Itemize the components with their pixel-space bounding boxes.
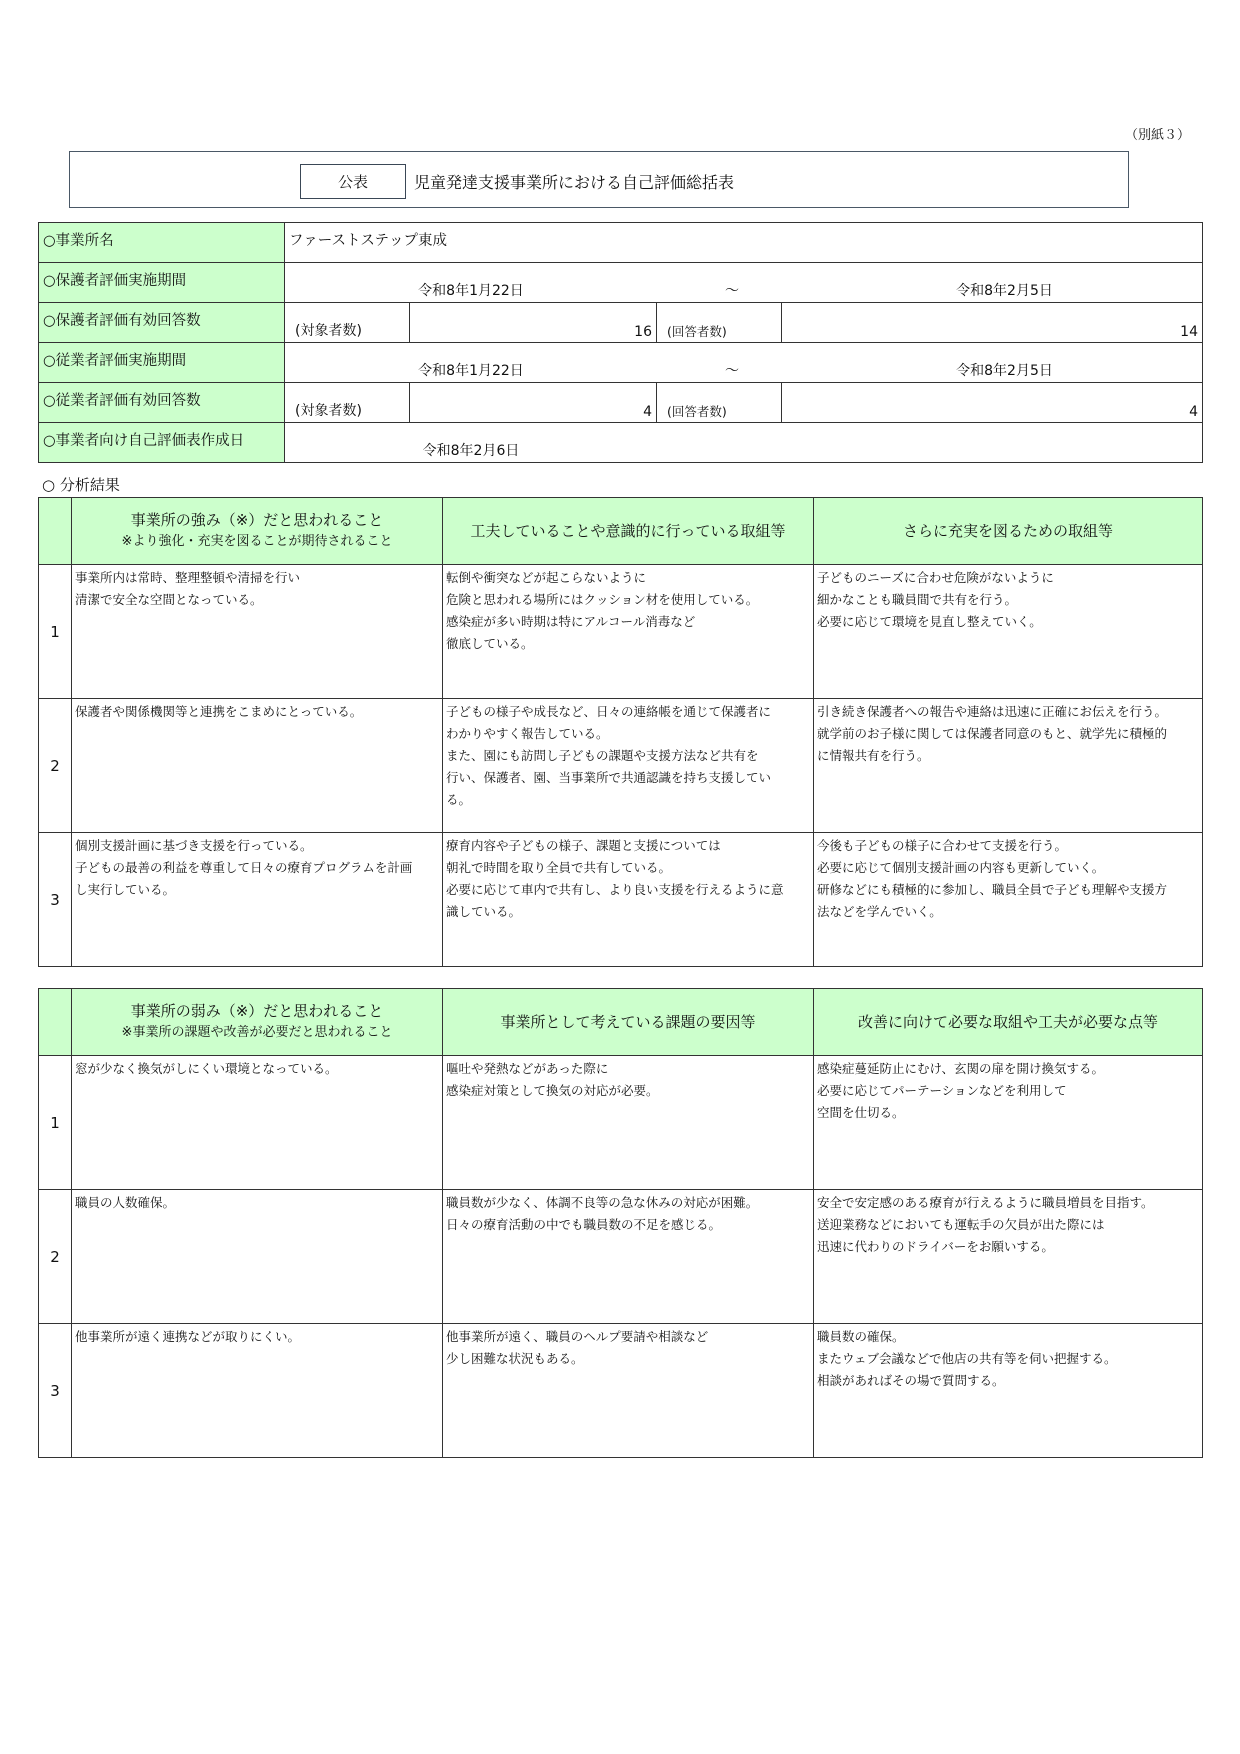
causes-header: 事業所として考えている課題の要因等 — [443, 989, 814, 1056]
guardian-period-row — [39, 263, 1203, 303]
weakness-text: 職員の人数確保。 — [75, 1195, 176, 1210]
facility-info-table — [38, 222, 1203, 463]
improvement-text: 感染症蔓延防止にむけ、玄関の扉を開け換気する。 必要に応じてパーテーションなどを利用して 空間を仕切る。 — [817, 1061, 1105, 1120]
improvement-cell — [814, 1056, 1203, 1190]
row-number: 2 — [39, 1190, 72, 1324]
weakness-cell — [72, 1190, 443, 1324]
effort-cell — [443, 833, 814, 967]
table-row — [39, 833, 1203, 967]
cause-cell — [443, 1190, 814, 1324]
strengths-header-subtitle: ※より強化・充実を図ることが期待されること — [121, 534, 393, 549]
staff-target-label: (対象者数) — [285, 383, 410, 423]
analysis-section-label: ○ 分析結果 — [42, 476, 120, 494]
guardian-respondent-count: 14 — [782, 303, 1203, 343]
facility-name-label: ○事業所名 — [39, 223, 285, 263]
weaknesses-header-title: 事業所の弱み（※）だと思われること — [130, 1002, 384, 1020]
cause-text: 職員数が少なく、体調不良等の急な休みの対応が困難。 日々の療育活動の中でも職員数の不足を感じる。 — [446, 1195, 759, 1232]
staff-responses-row — [39, 383, 1203, 423]
staff-period-label: ○従業者評価実施期間 — [39, 343, 285, 383]
enhancement-header: さらに充実を図るための取組等 — [814, 498, 1203, 565]
effort-text: 転倒や衝突などが起こらないように 危険と思われる場所にはクッション材を使用している。 感染症が多い時期は特にアルコール消毒など 徹底している。 — [446, 570, 759, 651]
weaknesses-header-subtitle: ※事業所の課題や改善が必要だと思われること — [121, 1025, 393, 1040]
weaknesses-header — [72, 989, 443, 1056]
strength-cell — [72, 833, 443, 967]
facility-name-value: ファーストステップ東成 — [285, 223, 1203, 263]
strength-text: 保護者や関係機関等と連携をこまめにとっている。 — [75, 704, 363, 719]
weakness-text: 窓が少なく換気がしにくい環境となっている。 — [75, 1061, 338, 1076]
efforts-header: 工夫していることや意識的に行っている取組等 — [443, 498, 814, 565]
enhancement-cell — [814, 699, 1203, 833]
strengths-header — [72, 498, 443, 565]
effort-cell — [443, 565, 814, 699]
enhancement-text: 引き続き保護者への報告や連絡は迅速に正確にお伝えを行う。 就学前のお子様に関しては保護者同意のもと、就学先に積極的 に情報共有を行う。 — [817, 704, 1168, 763]
improvement-cell — [814, 1190, 1203, 1324]
row-number: 3 — [39, 1324, 72, 1458]
strengths-table — [38, 497, 1203, 967]
staff-respondent-label: (回答者数) — [657, 383, 782, 423]
guardian-period-start: 令和8年1月22日 — [418, 283, 524, 299]
guardian-period-separator: ～ — [725, 283, 739, 299]
improvement-text: 職員数の確保。 またウェブ会議などで他店の共有等を伺い把握する。 相談があればその場で質問する。 — [817, 1329, 1117, 1388]
strength-text: 事業所内は常時、整理整頓や清掃を行い 清潔で安全な空間となっている。 — [75, 570, 301, 607]
row-number: 2 — [39, 699, 72, 833]
table-row — [39, 1190, 1203, 1324]
guardian-respondent-label: (回答者数) — [657, 303, 782, 343]
enhancement-text: 今後も子どもの様子に合わせて支援を行う。 必要に応じて個別支援計画の内容も更新していく。 研修などにも積極的に参加し、職員全員で子ども理解や支援方 法などを学んでいく。 — [817, 838, 1168, 919]
staff-respondent-count: 4 — [782, 383, 1203, 423]
publication-badge: 公表 — [300, 164, 406, 199]
weakness-text: 他事業所が遠く連携などが取りにくい。 — [75, 1329, 301, 1344]
guardian-target-count: 16 — [410, 303, 657, 343]
enhancement-text: 子どものニーズに合わせ危険がないように 細かなことも職員間で共有を行う。 必要に応じて環境を見直し整えていく。 — [817, 570, 1054, 629]
created-date-value: 令和8年2月6日 — [422, 443, 520, 459]
document-title: 児童発達支援事業所における自己評価総括表 — [414, 173, 735, 192]
facility-name-row — [39, 223, 1203, 263]
staff-period-end: 令和8年2月5日 — [956, 363, 1053, 379]
table-row — [39, 1056, 1203, 1190]
staff-period-separator: ～ — [725, 363, 739, 379]
improvement-cell — [814, 1324, 1203, 1458]
guardian-responses-row — [39, 303, 1203, 343]
guardian-period-label: ○保護者評価実施期間 — [39, 263, 285, 303]
weaknesses-header-row — [39, 989, 1203, 1056]
table-row — [39, 699, 1203, 833]
strength-text: 個別支援計画に基づき支援を行っている。 子どもの最善の利益を尊重して日々の療育プログラムを計画 し実行している。 — [75, 838, 413, 897]
guardian-responses-label: ○保護者評価有効回答数 — [39, 303, 285, 343]
strength-cell — [72, 565, 443, 699]
created-date-row — [39, 423, 1203, 463]
guardian-target-label: (対象者数) — [285, 303, 410, 343]
cause-text: 他事業所が遠く、職員のヘルプ要請や相談など 少し困難な状況もある。 — [446, 1329, 709, 1366]
effort-cell — [443, 699, 814, 833]
weakness-cell — [72, 1056, 443, 1190]
staff-target-count: 4 — [410, 383, 657, 423]
cause-text: 嘔吐や発熱などがあった際に 感染症対策として換気の対応が必要。 — [446, 1061, 659, 1098]
row-number: 1 — [39, 1056, 72, 1190]
guardian-period-end: 令和8年2月5日 — [956, 283, 1053, 299]
weakness-cell — [72, 1324, 443, 1458]
enhancement-cell — [814, 565, 1203, 699]
cause-cell — [443, 1056, 814, 1190]
table-row — [39, 565, 1203, 699]
created-date-label: ○事業者向け自己評価表作成日 — [39, 423, 285, 463]
number-header — [39, 498, 72, 565]
cause-cell — [443, 1324, 814, 1458]
strengths-header-title: 事業所の強み（※）だと思われること — [130, 511, 384, 529]
number-header — [39, 989, 72, 1056]
strength-cell — [72, 699, 443, 833]
staff-period-row — [39, 343, 1203, 383]
effort-text: 子どもの様子や成長など、日々の連絡帳を通じて保護者に わかりやすく報告している。 また、園にも訪問し子どもの課題や支援方法など共有を 行い、保護者、園、当事業所で共通認識を持ち支援してい る。 — [446, 704, 772, 807]
table-row — [39, 1324, 1203, 1458]
effort-text: 療育内容や子どもの様子、課題と支援については 朝礼で時間を取り全員で共有している。 必要に応じて車内で共有し、より良い支援を行えるように意 識している。 — [446, 838, 784, 919]
weaknesses-table — [38, 988, 1203, 1458]
staff-responses-label: ○従業者評価有効回答数 — [39, 383, 285, 423]
enhancement-cell — [814, 833, 1203, 967]
row-number: 1 — [39, 565, 72, 699]
row-number: 3 — [39, 833, 72, 967]
improvements-header: 改善に向けて必要な取組や工夫が必要な点等 — [814, 989, 1203, 1056]
staff-period-start: 令和8年1月22日 — [418, 363, 524, 379]
improvement-text: 安全で安定感のある療育が行えるように職員増員を目指す。 送迎業務などにおいても運転手の欠員が出た際には 迅速に代わりのドライバーをお願いする。 — [817, 1195, 1154, 1254]
annex-label: （別紙３） — [1125, 128, 1191, 143]
strengths-header-row — [39, 498, 1203, 565]
